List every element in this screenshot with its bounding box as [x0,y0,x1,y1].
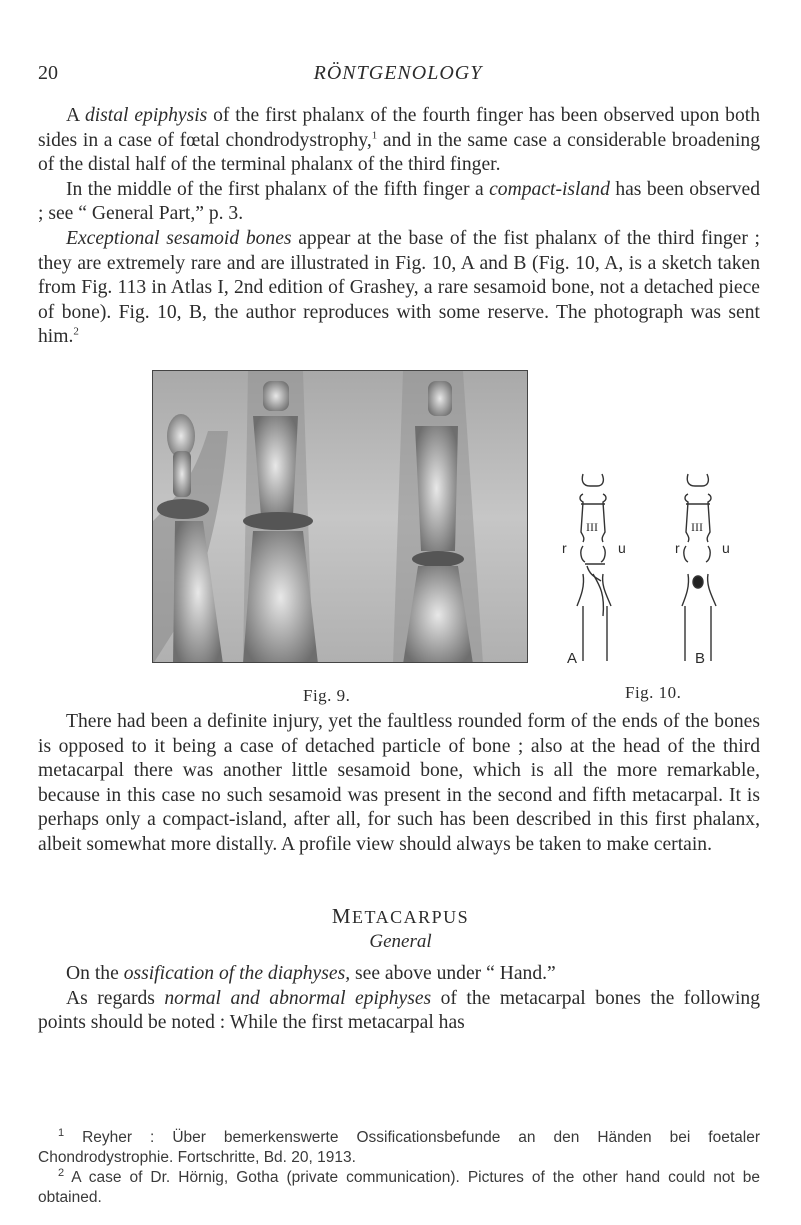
paragraph-sesamoid: Exceptional sesamoid bones appear at the base of the fist phalanx of the third finger ; they are extremely rare and are illustrated in Fig. 10, A and B (Fig. 10, A, is a sketch taken from Fig. 113 in Atlas I, 2nd edition of Grashey, a rare sesamoid bone, not a detached piece of bone). Fig. 10, B, the author reproduces with some reserve. The photograph was sent him.$^2$ [38,227,760,348]
ulnar-label-b: u [722,540,730,556]
page-number: 20 [38,62,58,84]
numeral-label-b: III [691,520,703,534]
letter-label-a: A [567,650,578,667]
running-title: RÖNTGENOLOGY [313,62,483,84]
footnote-2: $^2$ A case of Dr. Hörnig, Gotha (private communication). Pictures of the other hand could not be obtained. [38,1166,760,1206]
footnote-1: $^1$ Reyher : Über bemerkenswerte Ossificationsbefunde an den Händen bei foetaler Chondrodystrophie. Fortschritte, Bd. 20, 1913. [38,1126,760,1166]
paragraph-compact-island: In the middle of the first phalanx of the fifth finger a compact-island has been observed ; see “ General Part,” p. 3. [38,178,760,225]
footnotes [38,1128,760,1208]
body-text-middle [38,710,760,858]
ulnar-label-a: u [618,540,626,556]
radial-label-b: r [675,540,680,556]
section-subheading: General [369,931,432,952]
body-text-top [38,104,760,350]
sketch-a [577,474,611,661]
letter-label-b: B [695,650,706,667]
xray-image [153,371,528,663]
footnote-ref-1[interactable]: 1 [371,129,378,142]
figure-9-caption: Fig. 9. [303,686,351,705]
sketch-b [682,474,716,661]
footnote-ref-2[interactable]: 2 [73,325,79,338]
page-header [38,62,758,92]
figure-9-xray [152,370,528,663]
figure-10-sketch [545,466,750,676]
sesamoid-sketch [545,466,750,676]
paragraph-distal-epiphysis: A distal epiphysis of the first phalanx of the fourth finger has been observed upon both sides in a case of fœtal chondrodystrophy,$^1$ and in the same case a considerable broadening of the distal half of the terminal phalanx of the third finger. [38,105,761,176]
section-heading: METACARPUS [331,904,470,928]
figure-10-caption: Fig. 10. [625,683,682,702]
paragraph-injury: There had been a definite injury, yet the faultless rounded form of the ends of the bones is opposed to it being a case of detached particle of bone ; also at the head of the third metacarpal there was another little sesamoid bone, which is all the more remarkable, because in this case no such sesamoid was present in the second and fifth metacarpal. It is perhaps only a compact-island, after all, for such has been described in this first phalanx, albeit somewhat more distally. A profile view should always be taken to make certain. [38,711,760,855]
radial-label-a: r [562,540,567,556]
paragraph-epiphyses: As regards normal and abnormal epiphyses of the metacarpal bones the following points should be noted : While the first metacarpal has [38,987,760,1034]
paragraph-ossification: On the ossification of the diaphyses, see above under “ Hand.” [66,963,556,984]
body-text-bottom [38,962,760,1036]
numeral-label-a: III [586,520,598,534]
